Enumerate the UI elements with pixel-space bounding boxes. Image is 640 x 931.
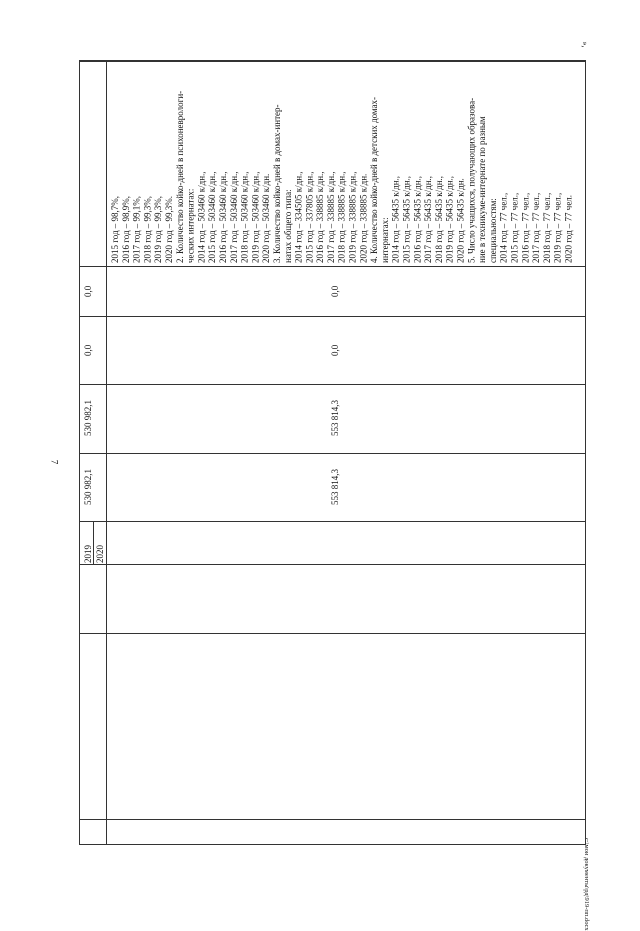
cell-total-budget: 553 814,3 bbox=[330, 400, 340, 437]
indicator-line: 2014 год – 77 чел., bbox=[498, 192, 509, 263]
indicator-line: 2017 год – 99,1%, bbox=[131, 195, 142, 263]
cell-2019-total: 530 982,1 bbox=[83, 469, 93, 505]
indicator-line: 2015 год – 337805 к/дн., bbox=[304, 171, 315, 263]
indicator-line: 2016 год – 338885 к/дн., bbox=[314, 171, 325, 263]
indicator-line: 2018 год – 77 чел., bbox=[541, 192, 552, 263]
indicator-line: 2015 год – 77 чел., bbox=[509, 192, 520, 263]
indicators-block bbox=[82, 63, 572, 263]
indicator-line: 3. Количество койко-дней в домах-интер- bbox=[271, 104, 282, 263]
indicator-line: 2019 год – 77 чел., bbox=[552, 192, 563, 263]
cell-2019-a: 0,0 bbox=[83, 344, 93, 356]
indicator-line: специальностям: bbox=[487, 198, 498, 263]
indicator-line: 2018 год – 99,3%, bbox=[142, 195, 153, 263]
indicator-line: 2016 год – 56435 к/дн., bbox=[412, 175, 423, 263]
indicator-line: 5. Число учащихся, получающих образова- bbox=[466, 97, 477, 263]
indicator-line: 2015 год – 98,7%, bbox=[109, 195, 120, 263]
indicator-line: 4. Количество койко-дней в детских домах- bbox=[368, 96, 379, 263]
indicator-line: 2020 год – 99,3%. bbox=[163, 195, 174, 263]
indicator-line: 2014 год – 56435 к/дн., bbox=[390, 175, 401, 263]
indicator-line: 2018 год – 338885 к/дн., bbox=[336, 171, 347, 263]
rotated-table bbox=[79, 60, 586, 845]
indicator-line: 2020 год – 56435 к/дн. bbox=[455, 178, 466, 263]
indicator-line: 2014 год – 503460 к/дн., bbox=[196, 171, 207, 263]
indicator-line: 2019 год – 338885 к/дн., bbox=[347, 171, 358, 263]
indicator-line: 2016 год – 503460 к/дн., bbox=[217, 171, 228, 263]
indicator-line: 2016 год – 77 чел., bbox=[520, 192, 531, 263]
page-number: 7 bbox=[49, 459, 60, 465]
indicator-line: ние в техникуме-интернате по разным bbox=[476, 116, 487, 263]
year-2019: 2019 bbox=[83, 545, 93, 563]
indicator-line: 2014 год – 334505 к/дн., bbox=[293, 171, 304, 263]
indicator-line: 2015 год – 503460 к/дн., bbox=[206, 171, 217, 263]
cell-total-a: 0,0 bbox=[330, 344, 340, 356]
indicator-line: 2017 год – 338885 к/дн., bbox=[325, 171, 336, 263]
indicator-line: 2019 год – 56435 к/дн., bbox=[444, 175, 455, 263]
indicator-line: 2018 год – 503460 к/дн., bbox=[239, 171, 250, 263]
indicator-line: натах общего типа: bbox=[282, 189, 293, 263]
year-2020: 2020 bbox=[95, 545, 105, 563]
indicator-line: 2019 год – 99,3%, bbox=[152, 195, 163, 263]
year-cell bbox=[82, 523, 106, 563]
indicator-line: ческих интернатах: bbox=[185, 188, 196, 263]
cell-total-b: 0,0 bbox=[330, 285, 340, 297]
corner-mark: », bbox=[580, 41, 590, 48]
indicator-line: 2020 год – 77 чел. bbox=[563, 194, 574, 263]
indicator-line: интернатах: bbox=[379, 217, 390, 263]
indicator-line: 2016 год – 98,9%, bbox=[120, 195, 131, 263]
indicator-line: 2019 год – 503460 к/дн., bbox=[250, 171, 261, 263]
footer-file-path: c:\мои документы\рд\919-пп.docx bbox=[583, 838, 590, 931]
indicator-line: 2017 год – 503460 к/дн., bbox=[228, 171, 239, 263]
indicator-line: 2020 год – 338885 к/дн. bbox=[358, 173, 369, 263]
indicator-line: 2020 год – 503460 к/дн. bbox=[260, 173, 271, 263]
indicator-line: 2. Количество койко-дней в психоневрологи- bbox=[174, 90, 185, 263]
cell-total-total: 553 814,3 bbox=[330, 469, 340, 505]
cell-2019-b: 0,0 bbox=[83, 285, 93, 297]
indicator-line: 2018 год – 56435 к/дн., bbox=[433, 175, 444, 263]
indicator-line: 2017 год – 56435 к/дн., bbox=[422, 175, 433, 263]
cell-2019-budget: 530 982,1 bbox=[83, 400, 93, 437]
indicator-line: 2017 год – 77 чел., bbox=[530, 192, 541, 263]
indicator-line: 2015 год – 56435 к/дн., bbox=[401, 175, 412, 263]
